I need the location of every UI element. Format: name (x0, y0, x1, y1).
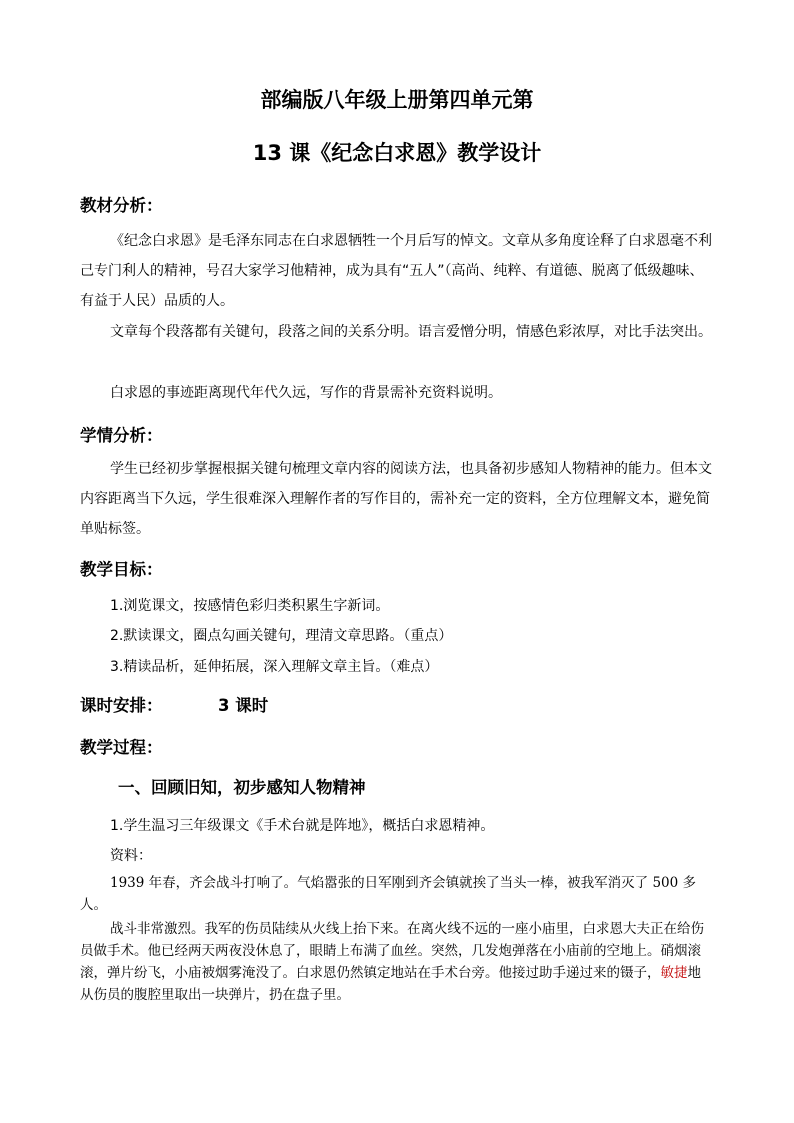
quote-paragraph-2-text-a: 战斗非常激烈。我军的伤员陆续从火线上抬下来。在离火线不远的一座小庙里，白求恩大夫正在给伤员做手术。他已经两天两夜没休息了，眼睛上布满了血丝。突然，几发炮弹落在小庙前的空地上。硝烟滚滚，弹片纷飞，小庙被烟雾淹没了。白求恩仍然镇定地站在手术台旁。他接过助手递过来的镊子， (80, 921, 704, 981)
students-paragraph: 学生已经初步掌握根据关键句梳理文章内容的阅读方法，也具备初步感知人物精神的能力。但本文内容距离当下久远，学生很难深入理解作者的写作目的，需补充一定的资料，全方位理解文本，避免简单贴标签。 (80, 461, 712, 537)
highlighted-word: 敏捷 (660, 965, 688, 981)
quote-paragraph-1: 1939 年春，齐会战斗打响了。气焰嚣张的日军刚到齐会镇就挨了当头一棒，被我军消灭了 500 多人。 (80, 875, 696, 913)
goal-item-1: 1.浏览课文，按感情色彩归类积累生字新词。 (110, 598, 390, 614)
schedule-value: 3 课时 (218, 696, 269, 715)
page-title-line1: 部编版八年级上册第四单元第 (260, 88, 534, 112)
material-paragraph-2: 文章每个段落都有关键句，段落之间的关系分明。语言爱憎分明，情感色彩浓厚，对比手法突出。 (110, 324, 712, 340)
heading-teaching-process: 教学过程： (80, 738, 163, 757)
goal-item-2: 2.默读课文，圈点勾画关键句，理清文章思路。（重点） (110, 628, 453, 644)
heading-teaching-goals: 教学目标： (80, 560, 163, 579)
quote-paragraph-2-text-b: 地从伤员的腹腔里取出一块弹片，扔在盘子里。 (80, 965, 701, 1003)
quote-paragraph-2 (80, 918, 714, 1006)
process-subheading-1: 一、回顾旧知，初步感知人物精神 (118, 778, 366, 797)
heading-student-analysis: 学情分析： (80, 426, 163, 445)
material-paragraph-3: 白求恩的事迹距离现代年代久远，写作的背景需补充资料说明。 (110, 385, 502, 401)
heading-material-analysis: 教材分析： (80, 196, 163, 215)
material-label: 资料： (110, 848, 152, 864)
process-step-1: 1.学生温习三年级课文《手术台就是阵地》，概括白求恩精神。 (110, 818, 495, 834)
page-title-line2: 13 课《纪念白求恩》教学设计 (252, 141, 542, 165)
goal-item-3: 3.精读品析，延伸拓展，深入理解文章主旨。（难点） (110, 659, 439, 675)
material-paragraph-1: 《纪念白求恩》是毛泽东同志在白求恩牺牲一个月后写的悼文。文章从多角度诠释了白求恩毫不利己专门利人的精神，号召大家学习他精神，成为具有“五人”（高尚、纯粹、有道德、脱离了低级趣味、有益于人民）品质的人。 (80, 233, 712, 309)
heading-schedule: 课时安排： (80, 696, 163, 715)
